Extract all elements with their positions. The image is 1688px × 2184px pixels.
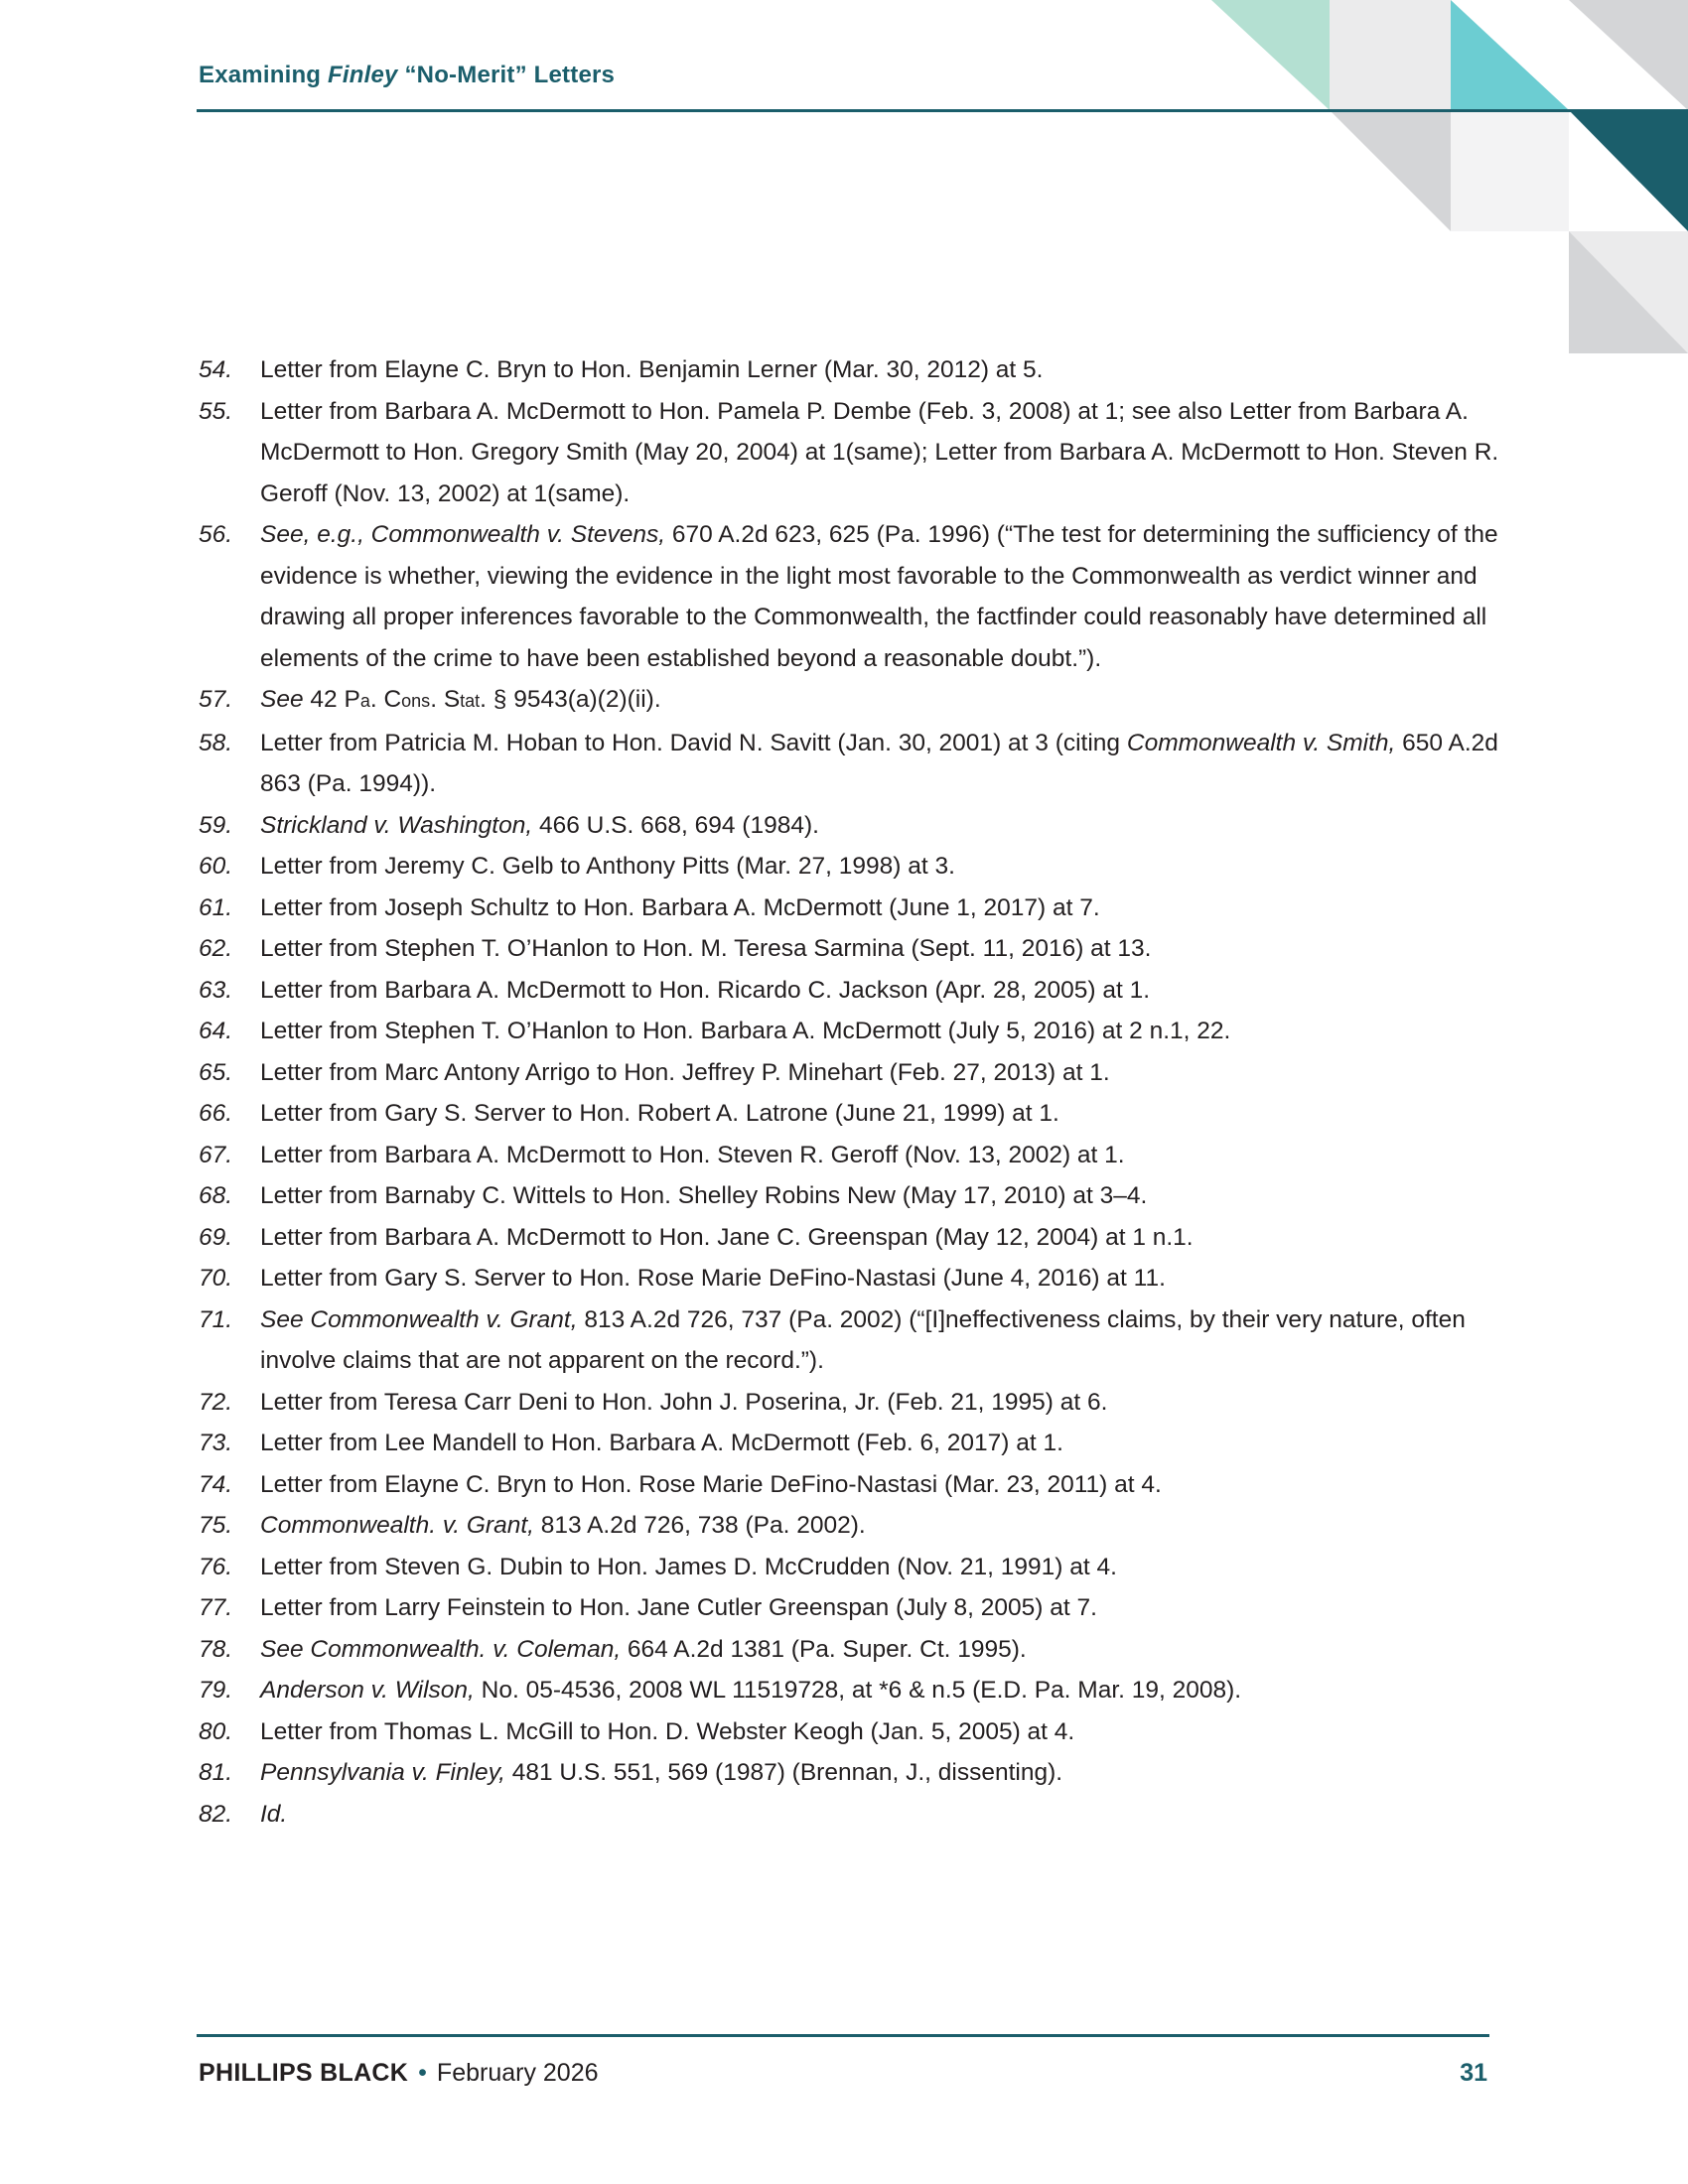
note-text: Letter from Barnaby C. Wittels to Hon. Shelley Robins New (May 17, 2010) at 3–4. [260, 1182, 1148, 1209]
endnote [199, 1464, 1499, 1506]
note-number: 82. [199, 1800, 233, 1828]
page-number: 31 [1460, 2059, 1487, 2087]
endnote [199, 1547, 1499, 1588]
note-number: 66. [199, 1100, 233, 1127]
brand-name: PHILLIPS BLACK [199, 2059, 409, 2087]
note-text: Letter from Steven G. Dubin to Hon. James D. McCrudden (Nov. 21, 1991) at 4. [260, 1553, 1117, 1580]
note-number: 78. [199, 1635, 233, 1663]
note-text: Letter from Stephen T. O’Hanlon to Hon. M. Teresa Sarmina (Sept. 11, 2016) at 13. [260, 935, 1152, 962]
endnote [199, 1382, 1499, 1424]
note-number: 59. [199, 811, 233, 839]
note-number: 60. [199, 853, 233, 880]
triangle-teal-dark [1569, 110, 1688, 231]
bullet-separator: • [418, 2059, 427, 2087]
endnote [199, 1135, 1499, 1176]
note-number: 70. [199, 1265, 233, 1292]
endnotes-list [199, 349, 1499, 1835]
endnote [199, 1587, 1499, 1629]
endnote [199, 1011, 1499, 1052]
note-number: 55. [199, 397, 233, 425]
note-number: 75. [199, 1512, 233, 1539]
endnote [199, 349, 1499, 391]
note-number: 61. [199, 893, 233, 921]
note-number: 68. [199, 1182, 233, 1209]
note-number: 81. [199, 1759, 233, 1786]
header-rule [197, 109, 1688, 112]
note-number: 54. [199, 356, 233, 383]
note-text: Id. [260, 1800, 288, 1828]
endnote [199, 1258, 1499, 1299]
running-header: Examining Finley “No-Merit” Letters [199, 62, 616, 88]
endnote [199, 1752, 1499, 1794]
endnote [199, 805, 1499, 847]
note-text: Letter from Gary S. Server to Hon. Rose Marie DeFino-Nastasi (June 4, 2016) at 11. [260, 1265, 1166, 1292]
note-number: 69. [199, 1223, 233, 1251]
note-text: Letter from Teresa Carr Deni to Hon. John J. Poserina, Jr. (Feb. 21, 1995) at 6. [260, 1388, 1108, 1416]
triangle-gray-mid-left [1330, 110, 1451, 231]
endnote [199, 1299, 1499, 1382]
note-text: Letter from Marc Antony Arrigo to Hon. Jeffrey P. Minehart (Feb. 27, 2013) at 1. [260, 1058, 1110, 1086]
note-text: Letter from Jeremy C. Gelb to Anthony Pitts (Mar. 27, 1998) at 3. [260, 853, 955, 880]
endnote [199, 723, 1499, 805]
publication-date: February 2026 [436, 2059, 599, 2087]
triangle-teal-bright [1451, 0, 1569, 110]
note-number: 57. [199, 686, 233, 713]
endnote [199, 928, 1499, 970]
footer-credit [199, 2059, 599, 2088]
note-number: 71. [199, 1305, 233, 1333]
triangle-mint [1211, 0, 1330, 110]
note-number: 77. [199, 1594, 233, 1621]
note-text: Letter from Lee Mandell to Hon. Barbara A. McDermott (Feb. 6, 2017) at 1. [260, 1430, 1063, 1456]
note-number: 62. [199, 935, 233, 962]
note-text: Letter from Barbara A. McDermott to Hon. Pamela P. Dembe (Feb. 3, 2008) at 1; see also Letter from Barbara A. McDermott to Hon. Gregory Smith (May 20, 2004) at 1(same); Letter from Barbara A. McDermott to Hon. Steven R. Geroff (Nov. 13, 2002) at 1(same). [260, 397, 1499, 507]
note-number: 73. [199, 1430, 233, 1456]
note-text: Anderson v. Wilson, No. 05-4536, 2008 WL 11519728, at *6 & n.5 (E.D. Pa. Mar. 19, 2008). [260, 1677, 1242, 1704]
endnote [199, 1093, 1499, 1135]
note-text: See Commonwealth v. Grant, 813 A.2d 726, 737 (Pa. 2002) (“[I]neffectiveness claims, by their very nature, often involve claims that are not apparent on the record.”). [260, 1305, 1466, 1374]
endnote [199, 1423, 1499, 1464]
note-number: 65. [199, 1058, 233, 1086]
note-number: 56. [199, 521, 233, 548]
note-text: Strickland v. Washington, 466 U.S. 668, 694 (1984). [260, 811, 819, 839]
note-text: Letter from Barbara A. McDermott to Hon. Jane C. Greenspan (May 12, 2004) at 1 n.1. [260, 1223, 1194, 1251]
endnote [199, 1711, 1499, 1753]
endnote [199, 887, 1499, 929]
note-text: Letter from Thomas L. McGill to Hon. D. Webster Keogh (Jan. 5, 2005) at 4. [260, 1717, 1075, 1745]
note-text: Letter from Elayne C. Bryn to Hon. Rose Marie DeFino-Nastasi (Mar. 23, 2011) at 4. [260, 1470, 1162, 1498]
note-text: Letter from Stephen T. O’Hanlon to Hon. Barbara A. McDermott (July 5, 2016) at 2 n.1, 22. [260, 1018, 1231, 1044]
note-text: Letter from Gary S. Server to Hon. Robert A. Latrone (June 21, 1999) at 1. [260, 1100, 1059, 1127]
endnote [199, 1629, 1499, 1671]
note-text: Pennsylvania v. Finley, 481 U.S. 551, 569 (1987) (Brennan, J., dissenting). [260, 1759, 1063, 1786]
endnote [199, 846, 1499, 887]
note-number: 67. [199, 1141, 233, 1168]
endnote [199, 1175, 1499, 1217]
note-number: 72. [199, 1388, 233, 1416]
endnote [199, 391, 1499, 515]
note-text: Letter from Patricia M. Hoban to Hon. David N. Savitt (Jan. 30, 2001) at 3 (citing Commonwealth v. Smith, 650 A.2d 863 (Pa. 1994)). [260, 729, 1498, 797]
note-number: 76. [199, 1553, 233, 1580]
endnote [199, 1052, 1499, 1094]
note-text: See 42 Pa. Cons. Stat. § 9543(a)(2)(ii). [260, 686, 661, 713]
note-number: 64. [199, 1018, 233, 1044]
note-text: Letter from Larry Feinstein to Hon. Jane Cutler Greenspan (July 8, 2005) at 7. [260, 1594, 1097, 1621]
note-text: Letter from Barbara A. McDermott to Hon. Steven R. Geroff (Nov. 13, 2002) at 1. [260, 1141, 1125, 1168]
triangle-gray-top [1569, 0, 1688, 110]
endnote [199, 970, 1499, 1012]
note-text: Letter from Elayne C. Bryn to Hon. Benjamin Lerner (Mar. 30, 2012) at 5. [260, 356, 1044, 383]
endnote [199, 1217, 1499, 1259]
note-number: 58. [199, 729, 233, 756]
triangle-lighter-mid [1451, 110, 1569, 231]
endnote [199, 1670, 1499, 1711]
note-number: 79. [199, 1677, 233, 1704]
note-text: See, e.g., Commonwealth v. Stevens, 670 A.2d 623, 625 (Pa. 1996) (“The test for determining the sufficiency of the evidence is whether, viewing the evidence in the light most favorable to the Commonwealth as verdict winner and drawing all proper inferences favorable to the Commonwealth, the factfinder could reasonably have determined all elements of the crime to have been established beyond a reasonable doubt.”). [260, 521, 1498, 672]
note-text: Letter from Barbara A. McDermott to Hon. Ricardo C. Jackson (Apr. 28, 2005) at 1. [260, 976, 1150, 1004]
endnote [199, 514, 1499, 679]
decorative-triangles [0, 0, 1688, 357]
footer-rule [197, 2034, 1489, 2037]
note-text: Letter from Joseph Schultz to Hon. Barbara A. McDermott (June 1, 2017) at 7. [260, 893, 1100, 921]
endnote [199, 1505, 1499, 1547]
note-number: 80. [199, 1717, 233, 1745]
endnote [199, 679, 1499, 723]
endnote [199, 1794, 1499, 1836]
note-number: 74. [199, 1470, 233, 1498]
note-text: See Commonwealth. v. Coleman, 664 A.2d 1381 (Pa. Super. Ct. 1995). [260, 1635, 1027, 1663]
note-number: 63. [199, 976, 233, 1004]
note-text: Commonwealth. v. Grant, 813 A.2d 726, 738 (Pa. 2002). [260, 1512, 866, 1539]
